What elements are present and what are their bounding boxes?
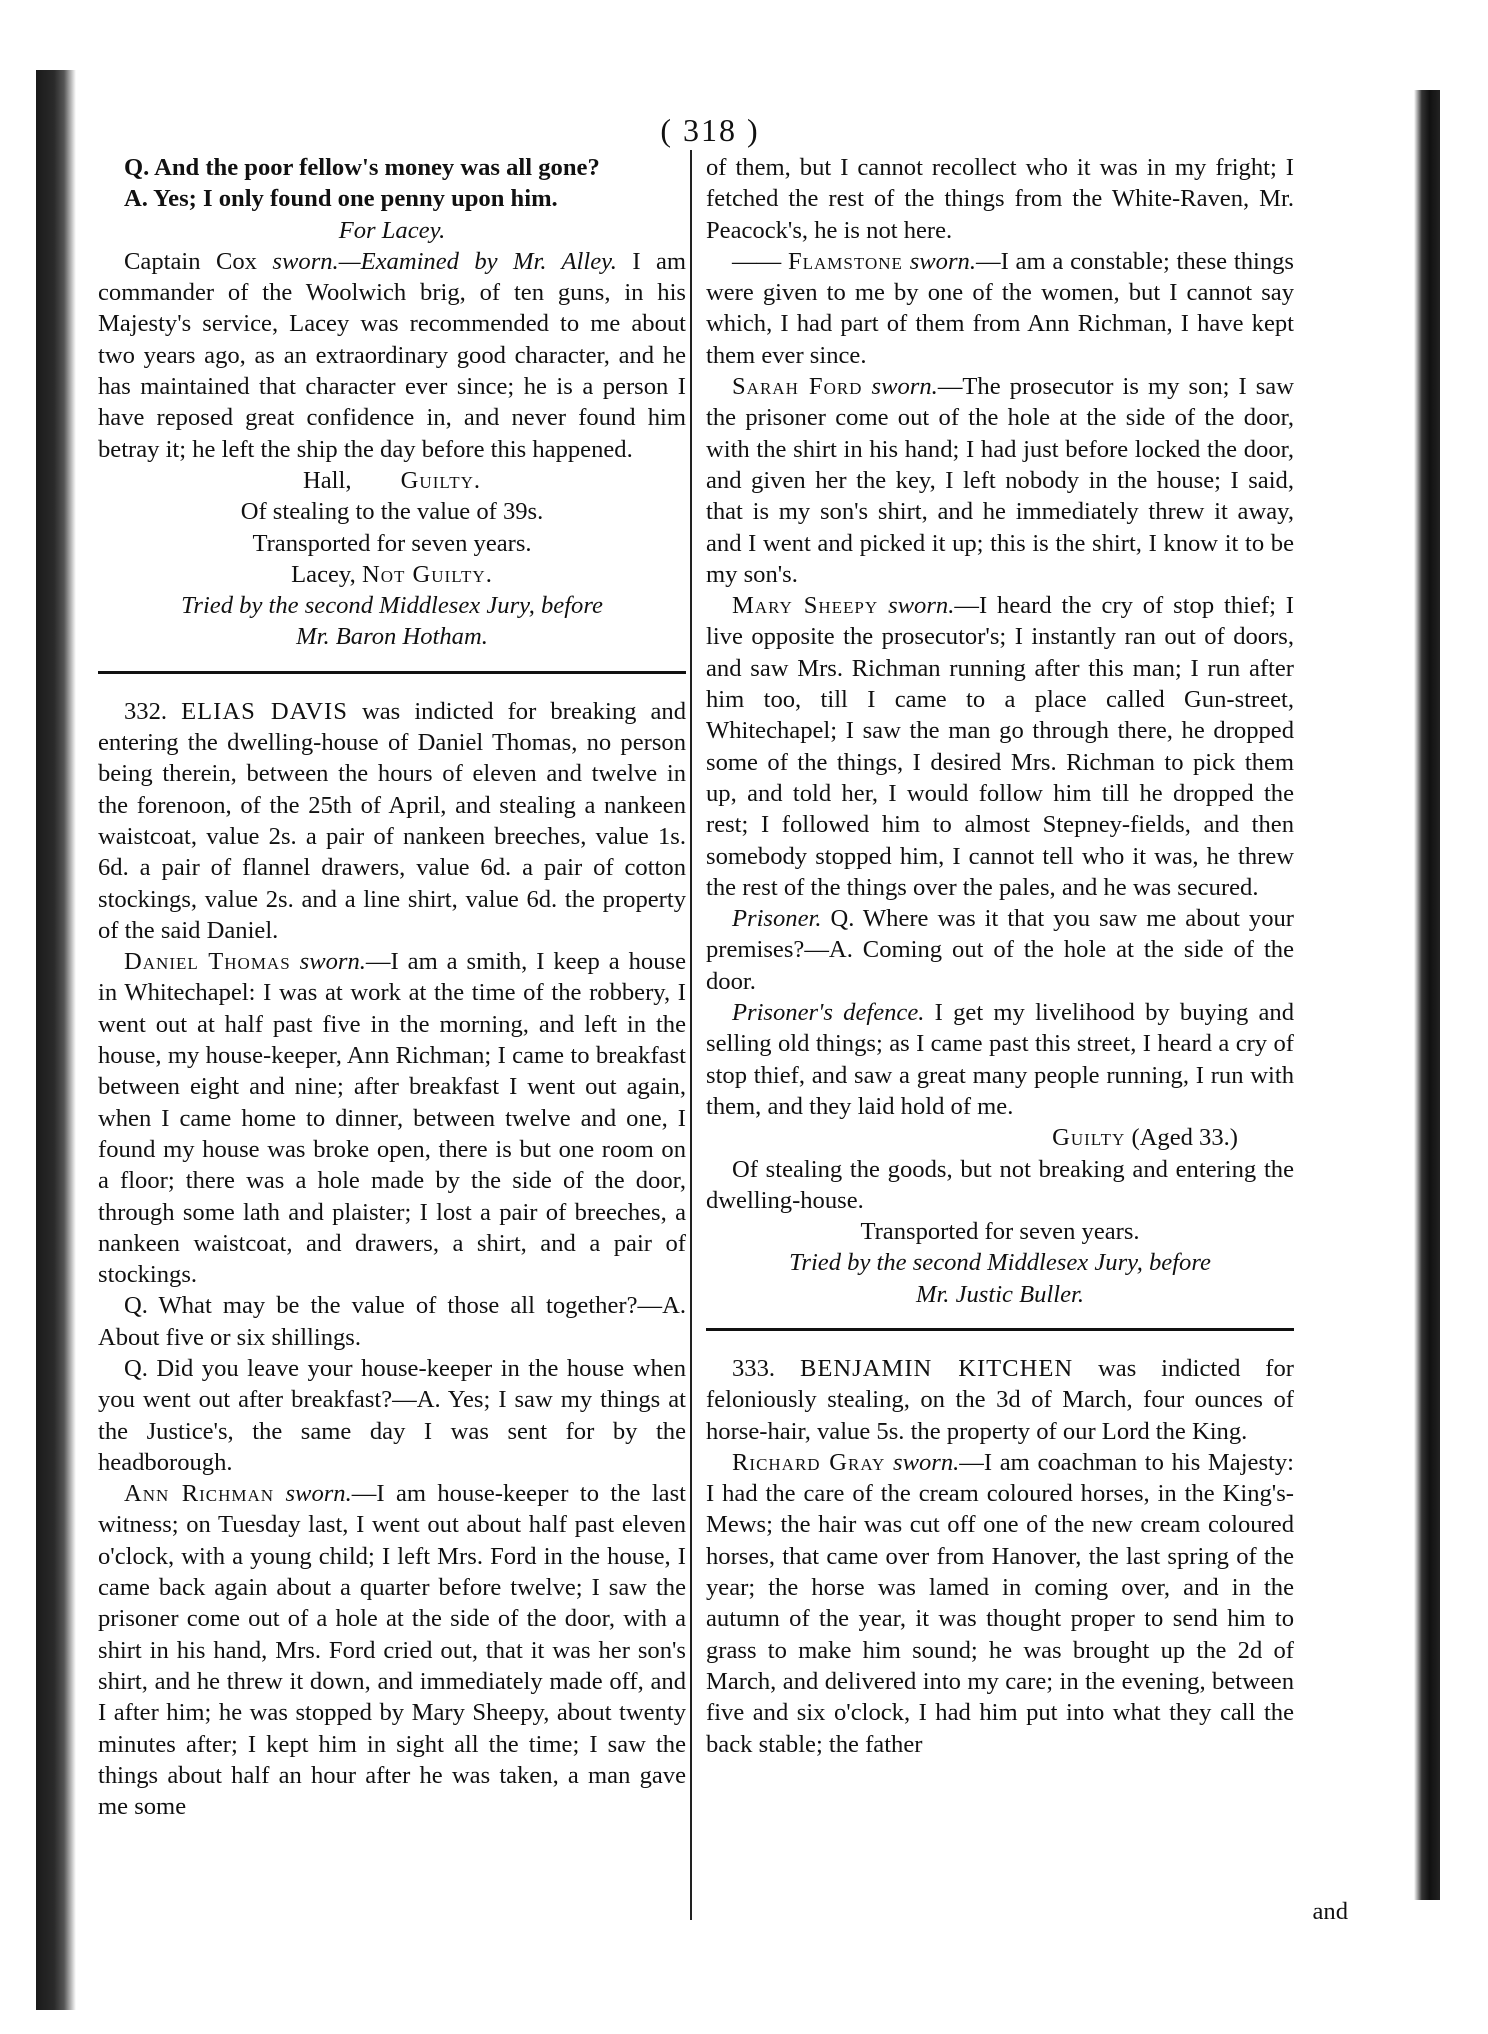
tried-by-line: Tried by the second Middlesex Jury, before <box>789 1249 1211 1277</box>
scan-edge-right <box>1414 90 1440 1900</box>
defendant-name: BENJAMIN KITCHEN <box>799 1354 1074 1382</box>
witness-name: Captain Cox <box>124 247 257 275</box>
witness-sworn: sworn. <box>888 592 955 620</box>
left-column <box>98 152 686 1822</box>
page-number: ( 318 ) <box>660 112 760 148</box>
testimony-text: —I am coachman to his Majesty: I had the care of the cream coloured horses, in the King's-Mews; the hair was cut off one of the new cream coloured horses, that came over from Hanover, the last spring of the year; the horse was lamed in coming over, and in the autumn of the year, it was thought proper to send him to grass to make him sound; he was brought up the 2d of March, and delivered into my care; in the evening, between five and six o'clock, I had him put into what they call the back stable; the father <box>706 1448 1294 1758</box>
defendant-name: Hall, <box>302 466 352 494</box>
witness-sworn: sworn. <box>299 948 366 976</box>
qa-question: Q. And the poor fellow's money was all gone? <box>124 154 600 181</box>
verdict: Guilty <box>1052 1124 1126 1152</box>
sentence-line: Transported for seven years. <box>860 1218 1140 1246</box>
defendant-name: Lacey, <box>291 560 356 588</box>
for-lacey-heading: For Lacey. <box>338 216 446 244</box>
section-rule <box>706 1328 1294 1331</box>
sheepy-testimony <box>706 590 1294 903</box>
case-332-indictment <box>98 696 686 946</box>
witness-name: Mary Sheepy <box>732 592 879 620</box>
column-divider <box>690 150 692 1920</box>
verdict: Guilty. <box>400 466 482 494</box>
case-number: 332. <box>124 697 168 725</box>
judge-name: Mr. Baron Hotham. <box>296 623 488 651</box>
testimony-text: —I am house-keeper to the last witness; on Tuesday last, I went out about half past eleven o'clock, with a young child; I left Mrs. Ford in the house, I came back again about a quarter before twelve; I saw the prisoner come out of a hole at the side of the door, with a shirt in his hand, Mrs. Ford cried out, that it was her son's shirt, and he threw it down, and immediately made off, and I after him; he was stopped by Mary Sheepy, about twenty minutes after; I kept him in sight all the time; I saw the things about half an hour after he was taken, a man gave me some <box>98 1480 686 1821</box>
witness-sworn: sworn. <box>893 1448 960 1476</box>
gray-testimony <box>706 1447 1294 1760</box>
witness-name: Flamstone <box>787 247 903 275</box>
defence-text: I get my livelihood by buying and selling old things; as I came past this street, I heard a cry of stop thief, and saw a great many people running, I run with them, and they laid hold of me. <box>706 999 1294 1120</box>
witness-name: Ann Richman <box>124 1480 275 1508</box>
section-rule <box>98 671 686 674</box>
right-column <box>706 152 1294 1760</box>
thomas-testimony <box>98 946 686 1290</box>
testimony-text: —I am a constable; these things were given to me by one of the women, but I cannot say which, I had part of them from Ann Richman, I have kept them ever since. <box>706 247 1294 369</box>
witness-sworn: sworn. <box>285 1480 352 1508</box>
qa-answer: A. Yes; I only found one penny upon him. <box>124 185 558 213</box>
testimony-text: I am commander of the Woolwich brig, of ten guns, in his Majesty's service, Lacey was recommended to me about two years ago, as an extraordinary good character, and he has maintained that character ever since; he is a person I have reposed great confidence in, and never found him betray it; he left the ship the day before this happened. <box>98 247 687 463</box>
witness-name: Richard Gray <box>732 1448 886 1476</box>
case-333-indictment <box>706 1353 1294 1447</box>
dash: —— <box>732 247 782 275</box>
judge-name: Mr. Justic Buller. <box>915 1280 1085 1308</box>
question-text: Q. Where was it that you saw me about your premises?—A. Coming out of the hole at the side of the door. <box>706 905 1294 995</box>
witness-sworn: sworn.—Examined by Mr. Alley. <box>272 247 617 275</box>
prisoner-question <box>706 903 1294 997</box>
hall-stealing: Of stealing to the value of 39s. <box>240 498 544 526</box>
hall-verdict-line <box>98 465 686 496</box>
flamstone-testimony <box>706 246 1294 371</box>
testimony-text: —The prosecutor is my son; I saw the prisoner come out of the hole at the side of the door, with the shirt in his hand; I had just before locked the door, and given her the key, I left nobody in the house; I said, that is my son's shirt, and he immediately threw it away, and I went and picked it up; this is the shirt, I know it to be my son's. <box>706 373 1294 588</box>
prisoner-label: Prisoner. <box>732 905 822 933</box>
testimony-text: —I am a smith, I keep a house in Whitechapel: I was at work at the time of the robbery, I went out at half past five in the morning, and left in the house, my house-keeper, Ann Richman; I came to breakfast between eight and nine; after breakfast I went out again, when I came home to dinner, between twelve and one, I found my house was broke open, there is but one room on a floor; there was a hole made by the side of the door, through some lath and plaister; I lost a pair of breeches, a nankeen waistcoat, and drawers, a shirt, and a pair of stockings. <box>98 948 686 1289</box>
ford-testimony <box>706 371 1294 590</box>
verdict: Not Guilty. <box>361 560 493 588</box>
judge-line <box>706 1279 1294 1310</box>
case-number: 333. <box>732 1354 776 1382</box>
witness-sworn: sworn. <box>871 373 938 401</box>
prisoner-defence <box>706 997 1294 1122</box>
witness-name: Daniel Thomas <box>124 948 291 976</box>
lacey-verdict-line <box>98 559 686 590</box>
judge-line <box>98 621 686 652</box>
stealing-line: Of stealing the goods, but not breaking and entering the dwelling-house. <box>706 1155 1294 1214</box>
catchword: and <box>1312 1898 1348 1925</box>
verdict-line <box>706 1122 1294 1153</box>
testimony-text: —I heard the cry of stop thief; I live opposite the prosecutor's; I instantly ran out of doors, and saw Mrs. Richman running after this man; I run after him too, till I came to a place called Gun-street, Whitechapel; I saw the man go through there, he dropped some of the things, I desired Mrs. Richman to pick them up, and told her, I would follow him till he dropped the rest; I followed him to almost Stepney-fields, and then somebody stopped him, I cannot tell who it was, he threw the rest of the things over the pales, and he was secured. <box>706 592 1294 901</box>
question-leave: Q. Did you leave your house-keeper in the house when you went out after breakfast?—A. Yes; I saw my things at the Justice's, the same day I was sent for by the headborough. <box>98 1354 686 1476</box>
witness-name: Sarah Ford <box>732 373 863 401</box>
cox-testimony <box>98 246 686 465</box>
richman-testimony <box>98 1478 686 1822</box>
indictment-text: was indicted for feloniously stealing, on the 3d of March, four ounces of horse-hair, value 5s. the property of our Lord the King. <box>706 1354 1294 1445</box>
scan-edge-left <box>36 70 76 2010</box>
witness-sworn: sworn. <box>909 247 976 275</box>
question-value: Q. What may be the value of those all together?—A. About five or six shillings. <box>98 1292 686 1351</box>
indictment-text: was indicted for breaking and entering the dwelling-house of Daniel Thomas, no person being therein, between the hours of eleven and twelve in the forenoon, of the 25th of April, and stealing a nankeen waistcoat, value 2s. a pair of nankeen breeches, value 1s. 6d. a pair of flannel drawers, value 6d. a pair of cotton stockings, value 2s. and a line shirt, value 6d. the property of the said Daniel. <box>98 697 687 944</box>
defence-label: Prisoner's defence. <box>732 999 925 1027</box>
tried-by-line: Tried by the second Middlesex Jury, before <box>181 592 603 620</box>
richman-continuation: of them, but I cannot recollect who it was in my fright; I fetched the rest of the things from the White-Raven, Mr. Peacock's, he is not here. <box>706 154 1294 244</box>
age: (Aged 33.) <box>1131 1124 1238 1152</box>
defendant-name: ELIAS DAVIS <box>181 697 348 725</box>
hall-sentence: Transported for seven years. <box>252 529 532 557</box>
